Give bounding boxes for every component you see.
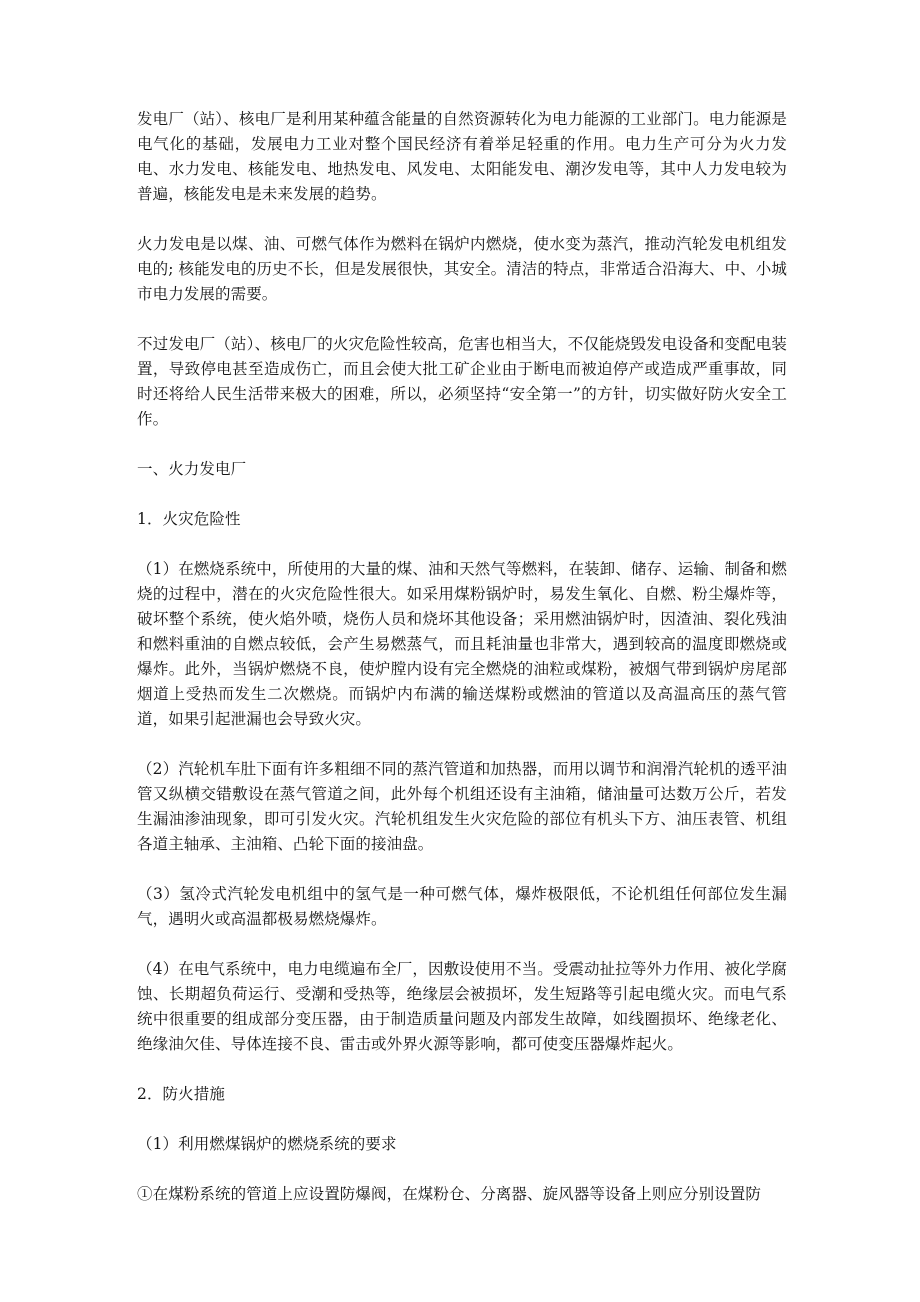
subsection-heading-fire-measures: 2．防火措施 (137, 1085, 225, 1103)
measure-item-1-heading: （1）利用燃煤锅炉的燃烧系统的要求 (137, 1135, 397, 1153)
hazard-item-2: （2）汽轮机车肚下面有许多粗细不同的蒸汽管道和加热器，而用以调节和润滑汽轮机的透平油管又纵横交错敷设在蒸气管道之间，此外每个机组还设有主油箱，储油量可达数万公斤，若发生漏油渗油现象，即可引发火灾。汽轮机组发生火灾危险的部位有机头下方、油压表管、机组各道主轴承、主油箱、凸轮下面的接油盘。 (137, 760, 787, 853)
hazard-item-4: （4）在电气系统中，电力电缆遍布全厂，因敷设使用不当。受震动扯拉等外力作用、被化学腐蚀、长期超负荷运行、受潮和受热等，绝缘层会被损坏，发生短路等引起电缆火灾。而电气系统中很重要的组成部分变压器，由于制造质量问题及内部发生故障，如线圈损坏、绝缘老化、绝缘油欠佳、导体连接不良、雷击或外界火源等影响，都可使变压器爆炸起火。 (137, 960, 787, 1053)
document-body (137, 107, 787, 1232)
intro-paragraph: 发电厂（站）、核电厂是利用某种蕴含能量的自然资源转化为电力能源的工业部门。电力能源是电气化的基础，发展电力工业对整个国民经济有着举足轻重的作用。电力生产可分为火力发电、水力发电、核能发电、地热发电、风发电、太阳能发电、潮汐发电等，其中人力发电较为普遍，核能发电是未来发展的趋势。 (137, 110, 787, 203)
subsection-heading-fire-hazard: 1．火灾危险性 (137, 510, 241, 528)
thermal-nuclear-paragraph: 火力发电是以煤、油、可燃气体作为燃料在锅炉内燃烧，使水变为蒸汽，推动汽轮发电机组发电的; 核能发电的历史不长，但是发展很快，其安全。清洁的特点，非常适合沿海大、中、小城市电力发展的需要。 (137, 235, 787, 303)
section-heading-thermal-plant: 一、火力发电厂 (137, 460, 247, 478)
fire-risk-summary-paragraph: 不过发电厂（站）、核电厂的火灾危险性较高，危害也相当大，不仅能烧毁发电设备和变配电装置，导致停电甚至造成伤亡，而且会使大批工矿企业由于断电而被迫停产或造成严重事故，同时还将给人民生活带来极大的困难，所以，必须坚持“安全第一”的方针，切实做好防火安全工作。 (137, 335, 787, 428)
measure-point-1: ①在煤粉系统的管道上应设置防爆阀，在煤粉仓、分离器、旋风器等设备上则应分别设置防 (137, 1185, 762, 1203)
hazard-item-3: （3）氢冷式汽轮发电机组中的氢气是一种可燃气体，爆炸极限低，不论机组任何部位发生漏气，遇明火或高温都极易燃烧爆炸。 (137, 885, 787, 928)
hazard-item-1: （1）在燃烧系统中，所使用的大量的煤、油和天然气等燃料，在装卸、储存、运输、制备和燃烧的过程中，潜在的火灾危险性很大。如采用煤粉锅炉时，易发生氧化、自燃、粉尘爆炸等，破坏整个系统，使火焰外喷，烧伤人员和烧坏其他设备；采用燃油锅炉时，因渣油、裂化残油和燃料重油的自燃点较低，会产生易燃蒸气，而且耗油量也非常大，遇到较高的温度即燃烧或爆炸。此外，当锅炉燃烧不良，使炉膛内设有完全燃烧的油粒或煤粉，被烟气带到锅炉房尾部烟道上受热而发生二次燃烧。而锅炉内布满的输送煤粉或燃油的管道以及高温高压的蒸气管道，如果引起泄漏也会导致火灾。 (137, 560, 787, 728)
